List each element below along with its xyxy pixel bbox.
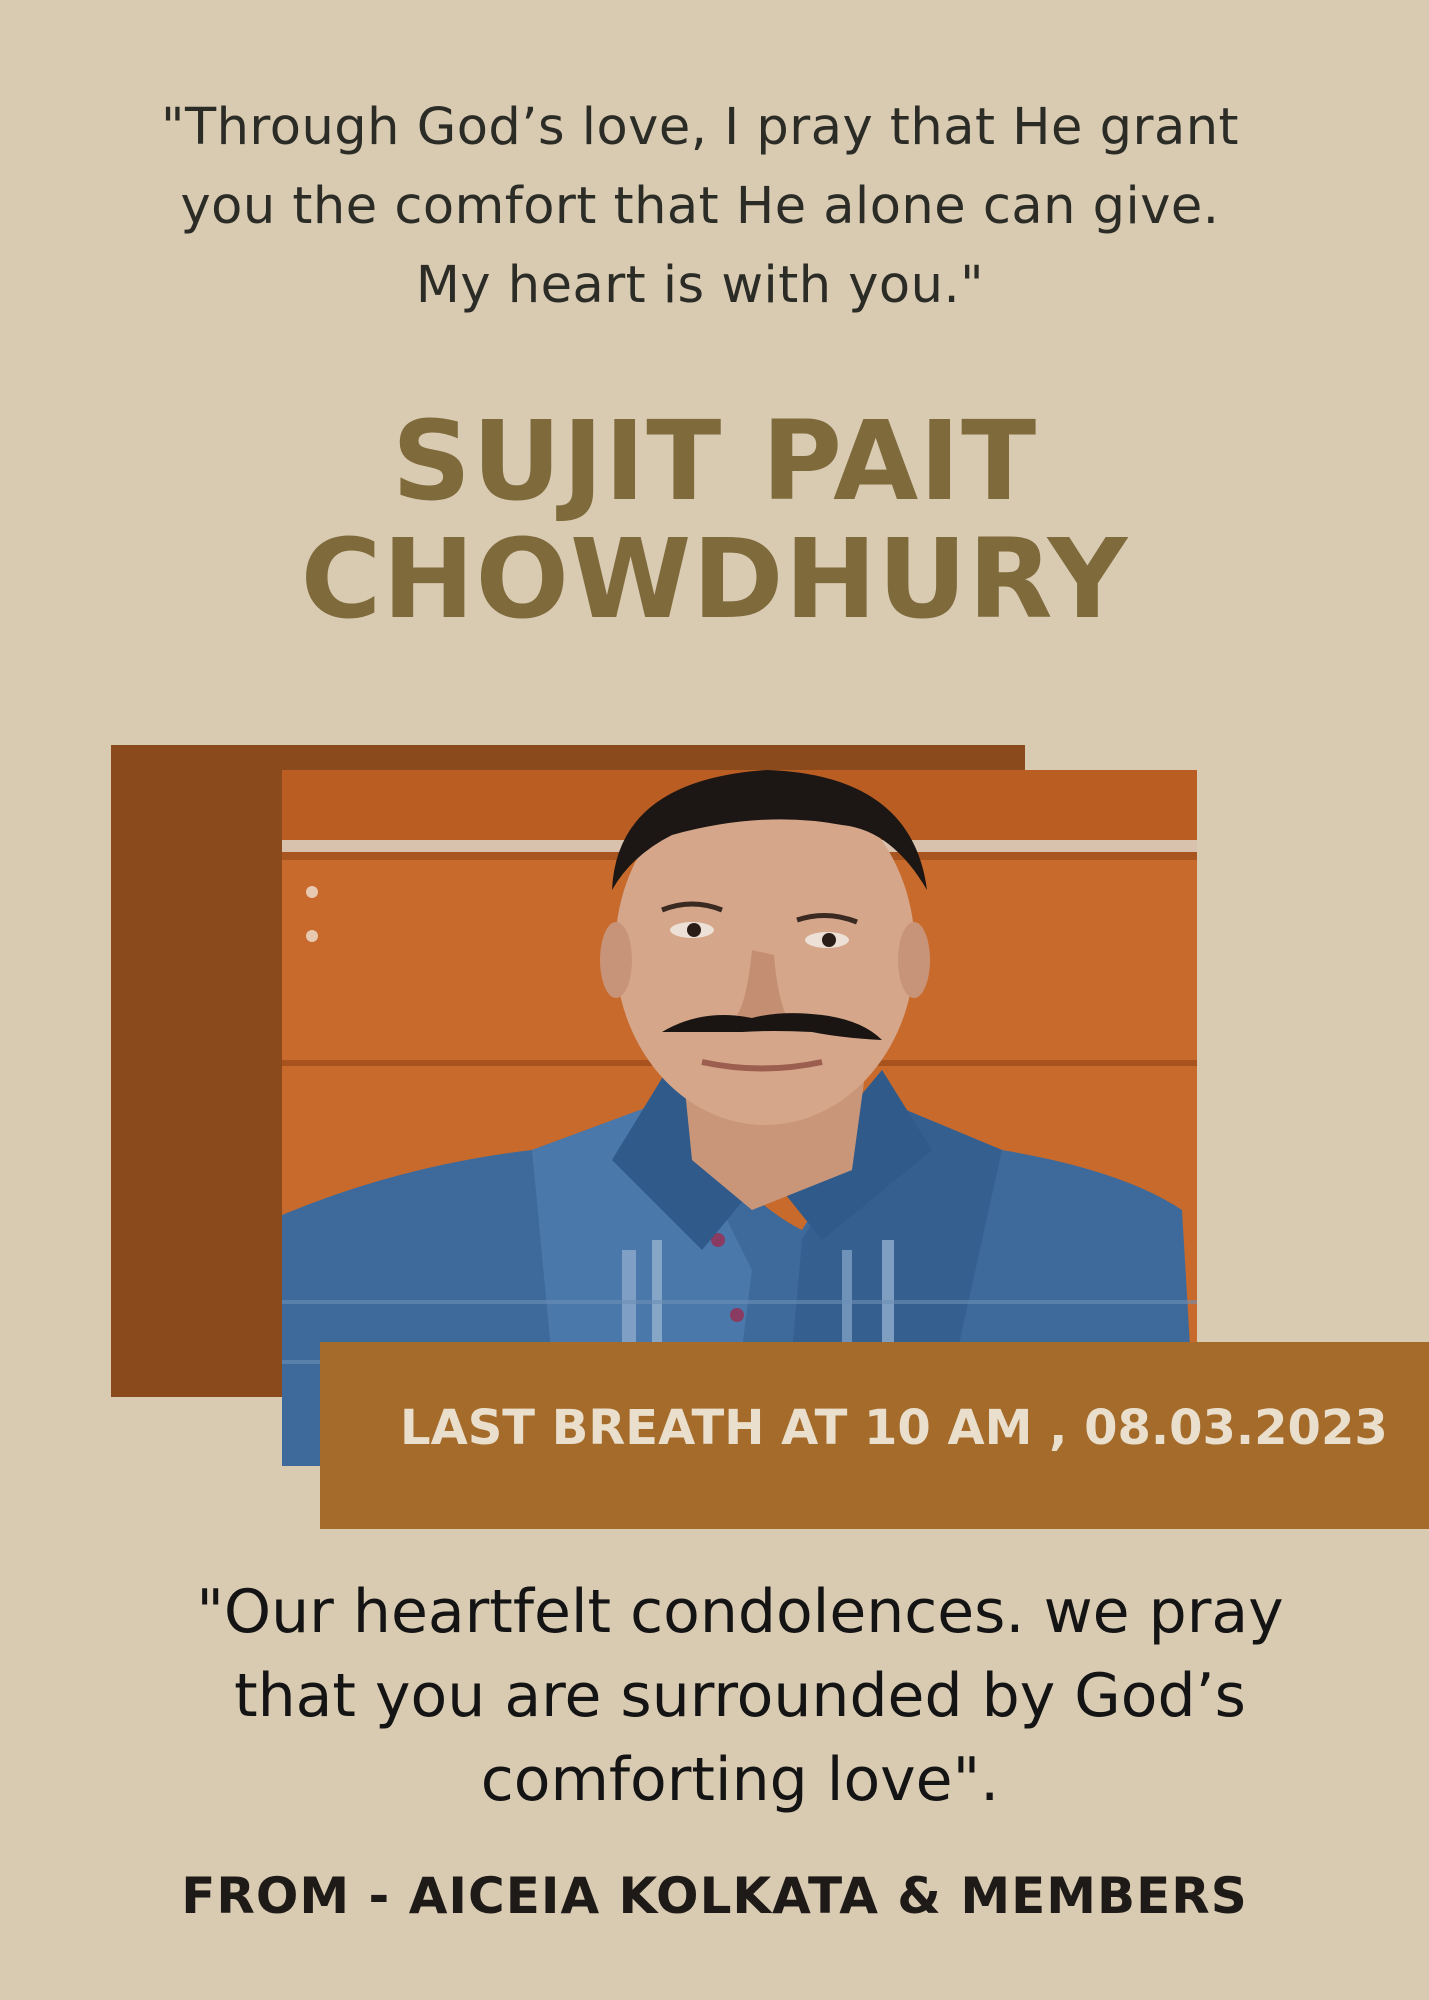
memorial-name xyxy=(100,397,1329,643)
from-signature: FROM - AICEIA KOLKATA & MEMBERS xyxy=(181,1867,1248,1925)
name-line-first: SUJIT PAIT xyxy=(391,397,1038,525)
top-quote: "Through God’s love, I pray that He grant you the comfort that He alone can give. My heart is with you." xyxy=(160,98,1240,315)
condolence-quote: "Our heartfelt condolences. we pray that you are surrounded by God’s comforting love". xyxy=(196,1577,1284,1815)
name-line-last: CHOWDHURY xyxy=(300,515,1129,643)
last-breath-date: LAST BREATH AT 10 AM , 08.03.2023 xyxy=(400,1400,1388,1456)
